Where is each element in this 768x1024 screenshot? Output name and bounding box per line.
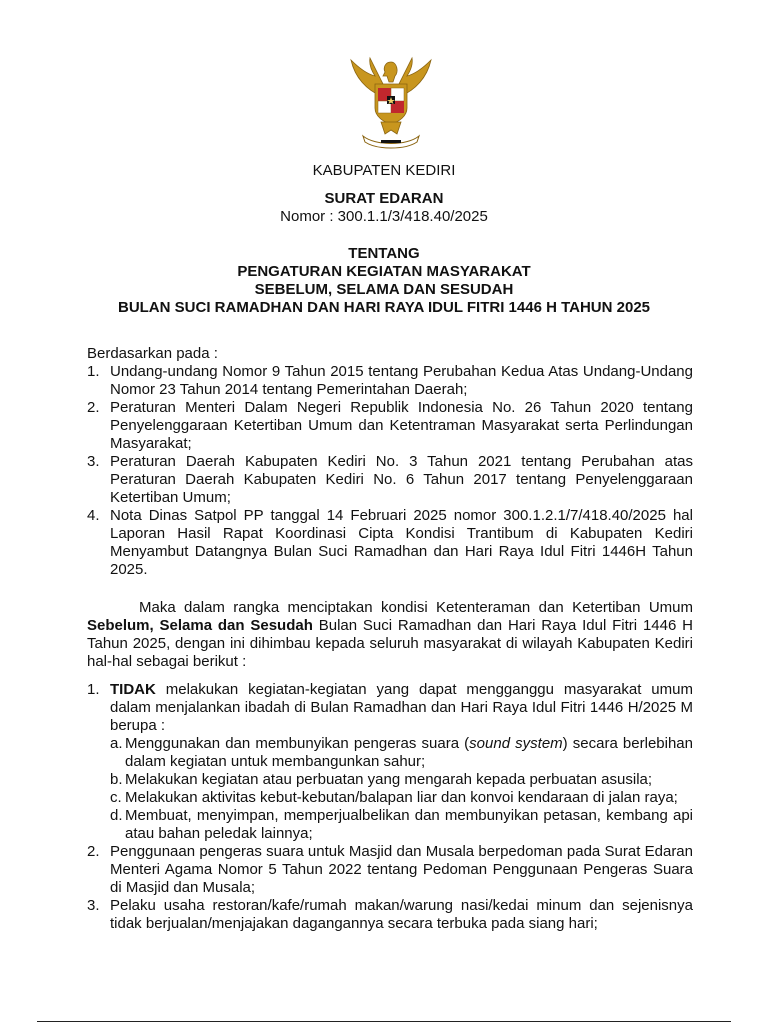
list-item-number: 3. (87, 897, 100, 914)
legal-basis-section (87, 345, 693, 579)
sub-item-letter: b. (110, 771, 123, 788)
legal-basis-list (87, 363, 693, 579)
legal-basis-intro: Berdasarkan pada : (87, 345, 218, 362)
subject-title-line1: PENGATURAN KEGIATAN MASYARAKAT (237, 263, 531, 280)
page-bottom-rule (37, 1021, 731, 1022)
rules-sub-list (110, 735, 693, 843)
subject-label: TENTANG (348, 245, 420, 262)
list-item-number: 4. (87, 507, 100, 524)
body-text: Maka dalam rangka menciptakan kondisi Ketenteraman dan Ketertiban Umum (139, 599, 693, 616)
sub-item-text: Menggunakan dan membunyikan pengeras suara ( (125, 735, 470, 752)
sub-list-item (110, 735, 693, 771)
sub-item-letter: c. (110, 789, 122, 806)
rules-section (87, 681, 693, 933)
subject-title-line2: SEBELUM, SELAMA DAN SESUDAH (254, 281, 514, 298)
sub-item-text: Melakukan kegiatan atau perbuatan yang mengarah kepada perbuatan asusila; (125, 771, 653, 788)
list-item-number: 1. (87, 681, 100, 698)
list-item-number: 1. (87, 363, 100, 380)
list-item-text: melakukan kegiatan-kegiatan yang dapat mengganggu masyarakat umum dalam menjalankan ibadah di Bulan Ramadhan dan Hari Raya Idul Fitri 1446 H/2025 M berupa : (110, 681, 693, 734)
list-item-text: Undang-undang Nomor 9 Tahun 2015 tentang Perubahan Kedua Atas Undang-Undang Nomor 23 Tahun 2014 tentang Pemerintahan Daerah; (110, 363, 693, 398)
list-item-text: Nota Dinas Satpol PP tanggal 14 Februari 2025 nomor 300.1.2.1/7/418.40/2025 hal Laporan Hasil Rapat Koordinasi Cipta Kondisi Trantibum di Kabupaten Kediri Menyambut Datangnya Bulan Suci Ramadhan dan Hari Raya Idul Fitri 1446H Tahun 2025. (110, 507, 693, 578)
subject-title-line3: BULAN SUCI RAMADHAN DAN HARI RAYA IDUL FITRI 1446 H TAHUN 2025 (117, 299, 651, 316)
region-name: KABUPATEN KEDIRI (312, 162, 456, 179)
document-number: Nomor : 300.1.1/3/418.40/2025 (280, 208, 488, 225)
list-item-text: Pelaku usaha restoran/kafe/rumah makan/warung nasi/kedai minum dan sejenisnya tidak berjualan/menjajakan dagangannya secara terbuka pada siang hari; (110, 897, 693, 932)
sub-item-italic: sound system (469, 735, 563, 752)
document-type: SURAT EDARAN (324, 190, 444, 207)
sub-item-letter: a. (110, 735, 123, 752)
list-item-text: Penggunaan pengeras suara untuk Masjid dan Musala berpedoman pada Surat Edaran Menteri Agama Nomor 5 Tahun 2022 tentang Pedoman Penggunaan Pengeras Suara di Masjid dan Musala; (110, 843, 693, 896)
list-item-text: Peraturan Daerah Kabupaten Kediri No. 3 Tahun 2021 tentang Perubahan atas Peraturan Daerah Kabupaten Kediri No. 6 Tahun 2017 tentang Penyelenggaraan Ketertiban Umum; (110, 453, 693, 506)
list-item (87, 681, 693, 843)
list-item (87, 363, 693, 399)
body-text: Bulan Suci Ramadhan dan Hari Raya Idul Fitri 1446 H Tahun 2025, dengan ini dihimbau kepada seluruh masyarakat di wilayah Kabupaten Kediri hal-hal sebagai berikut : (87, 617, 693, 670)
garuda-emblem-icon (345, 56, 437, 150)
list-item-number: 3. (87, 453, 100, 470)
list-item (87, 453, 693, 507)
rules-list (87, 681, 693, 933)
list-item (87, 897, 693, 933)
list-item (87, 507, 693, 579)
sub-item-letter: d. (110, 807, 123, 824)
body-emphasis: Sebelum, Selama dan Sesudah (87, 617, 313, 634)
sub-list-item (110, 771, 693, 789)
sub-list-item (110, 789, 693, 807)
sub-item-text: Melakukan aktivitas kebut-kebutan/balapan liar dan konvoi kendaraan di jalan raya; (125, 789, 678, 806)
sub-list-item (110, 807, 693, 843)
list-item-number: 2. (87, 843, 100, 860)
list-item (87, 843, 693, 897)
body-paragraph (87, 599, 693, 671)
rule-emphasis: TIDAK (110, 681, 156, 698)
list-item-number: 2. (87, 399, 100, 416)
list-item-text: Peraturan Menteri Dalam Negeri Republik Indonesia No. 26 Tahun 2020 tentang Penyelenggaraan Ketertiban Umum dan Ketentraman Masyarakat serta Perlindungan Masyarakat; (110, 399, 693, 452)
sub-item-text: Membuat, menyimpan, memperjualbelikan dan membunyikan petasan, kembang api atau bahan peledak lainnya; (125, 807, 693, 842)
list-item (87, 399, 693, 453)
sub-item-text: ) secara berlebihan dalam kegiatan untuk membangunkan sahur; (125, 735, 693, 770)
